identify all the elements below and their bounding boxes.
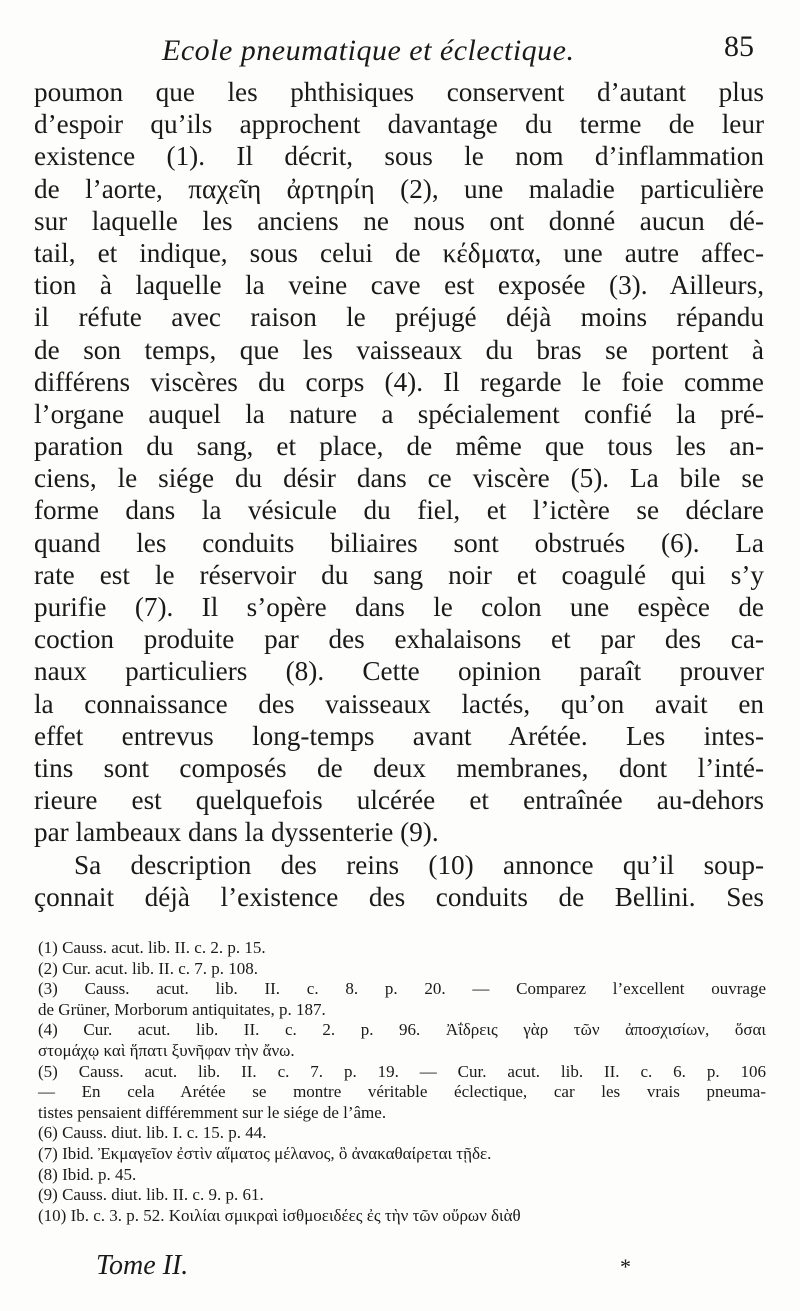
text-line: naux particuliers (8). Cette opinion paraît prouver bbox=[34, 656, 764, 687]
text-line: tion à laquelle la veine cave est exposée (3). Ailleurs, bbox=[34, 270, 764, 301]
text-line: poumon que les phthisiques conservent d’autant plus bbox=[34, 77, 764, 107]
footnote-continuation: — En cela Arétée se montre véritable éclectique, car les vrais pneuma- bbox=[38, 1082, 766, 1102]
text-line: il réfute avec raison le préjugé déjà moins répandu bbox=[34, 302, 764, 333]
footnote-continuation: de Grüner, Morborum antiquitates, p. 187. bbox=[38, 999, 326, 1019]
text-line: sur laquelle les anciens ne nous ont donné aucun dé- bbox=[34, 205, 764, 236]
text-line: çonnait déjà l’existence des conduits de Bellini. Ses bbox=[34, 881, 764, 912]
footnote: (3) Causs. acut. lib. II. c. 8. p. 20. — Comparez l’excellent ouvrage bbox=[38, 979, 766, 999]
footnote: (10) Ib. c. 3. p. 52. Κοιλίαι σμικραὶ ἰσθμοειδέες ἐς τὴν τῶν οὔρων διὰθ bbox=[38, 1205, 521, 1225]
footnote: (8) Ibid. p. 45. bbox=[38, 1164, 137, 1184]
footnote: (5) Causs. acut. lib. II. c. 7. p. 19. — Cur. acut. lib. II. c. 6. p. 106 bbox=[38, 1061, 766, 1081]
text-line: coction produite par des exhalaisons et par des ca- bbox=[34, 624, 764, 655]
footnote-continuation: στομάχῳ καὶ ἥπατι ξυνῆφαν τὴν ἄνω. bbox=[38, 1040, 295, 1060]
text-line: ciens, le siége du désir dans ce viscère (5). La bile se bbox=[34, 463, 764, 494]
footnote: (9) Causs. diut. lib. II. c. 9. p. 61. bbox=[38, 1185, 264, 1205]
footnote-continuation: tistes pensaient différemment sur le siége de l’âme. bbox=[38, 1102, 387, 1122]
text-line: forme dans la vésicule du fiel, et l’ictère se déclare bbox=[34, 495, 764, 526]
text-line: d’espoir qu’ils approchent davantage du terme de leur bbox=[34, 109, 764, 140]
text-line: purifie (7). Il s’opère dans le colon une espèce de bbox=[34, 592, 764, 622]
footnotes bbox=[38, 938, 766, 1226]
footnote: (1) Causs. acut. lib. II. c. 2. p. 15. bbox=[38, 938, 266, 957]
body-text bbox=[34, 76, 764, 913]
text-line: Sa description des reins (10) annonce qu’il soup- bbox=[74, 849, 764, 880]
text-line: par lambeaux dans la dyssenterie (9). bbox=[34, 817, 439, 848]
text-line: l’organe auquel la nature a spécialement confié la pré- bbox=[34, 398, 764, 429]
footnote: (2) Cur. acut. lib. II. c. 7. p. 108. bbox=[38, 958, 259, 978]
text-line: quand les conduits biliaires sont obstrués (6). La bbox=[34, 527, 764, 558]
text-line: la connaissance des vaisseaux lactés, qu’on avait en bbox=[34, 688, 764, 719]
text-line: tins sont composés de deux membranes, dont l’inté- bbox=[34, 752, 764, 783]
text-line: différens viscères du corps (4). Il regarde le foie comme bbox=[34, 366, 764, 397]
volume-signature: Tome II. bbox=[96, 1250, 189, 1281]
text-line: rieure est quelquefois ulcérée et entraînée au-dehors bbox=[34, 785, 764, 816]
page-number: 85 bbox=[724, 30, 754, 63]
footnote: (6) Causs. diut. lib. I. c. 15. p. 44. bbox=[38, 1123, 267, 1143]
footnote: (4) Cur. acut. lib. II. c. 2. p. 96. Ἀΐδρεις γὰρ τῶν ἀποσχισίων, ὅσαι bbox=[38, 1020, 766, 1040]
running-head bbox=[38, 28, 762, 74]
signature-mark: * bbox=[620, 1254, 631, 1279]
text-line: de son temps, que les vaisseaux du bras se portent à bbox=[34, 334, 764, 365]
text-line: rate est le réservoir du sang noir et coagulé qui s’y bbox=[34, 559, 764, 590]
signature-line bbox=[92, 1250, 712, 1290]
footnote: (7) Ibid. Ἐκμαγεῖον ἐστὶν αἵματος μέλανος, ὃ ἀνακαθαίρεται τῇδε. bbox=[38, 1143, 492, 1163]
text-line: de l’aorte, παχεῖη ἀρτηρίη (2), une maladie particulière bbox=[34, 173, 764, 204]
running-title: Ecole pneumatique et éclectique. bbox=[162, 34, 575, 67]
text-line: tail, et indique, sous celui de κέδματα, une autre affec- bbox=[34, 237, 764, 268]
text-line: paration du sang, et place, de même que tous les an- bbox=[34, 431, 764, 462]
text-line: effet entrevus long-temps avant Arétée. Les intes- bbox=[34, 720, 764, 751]
text-line: existence (1). Il décrit, sous le nom d’inflammation bbox=[34, 141, 764, 172]
